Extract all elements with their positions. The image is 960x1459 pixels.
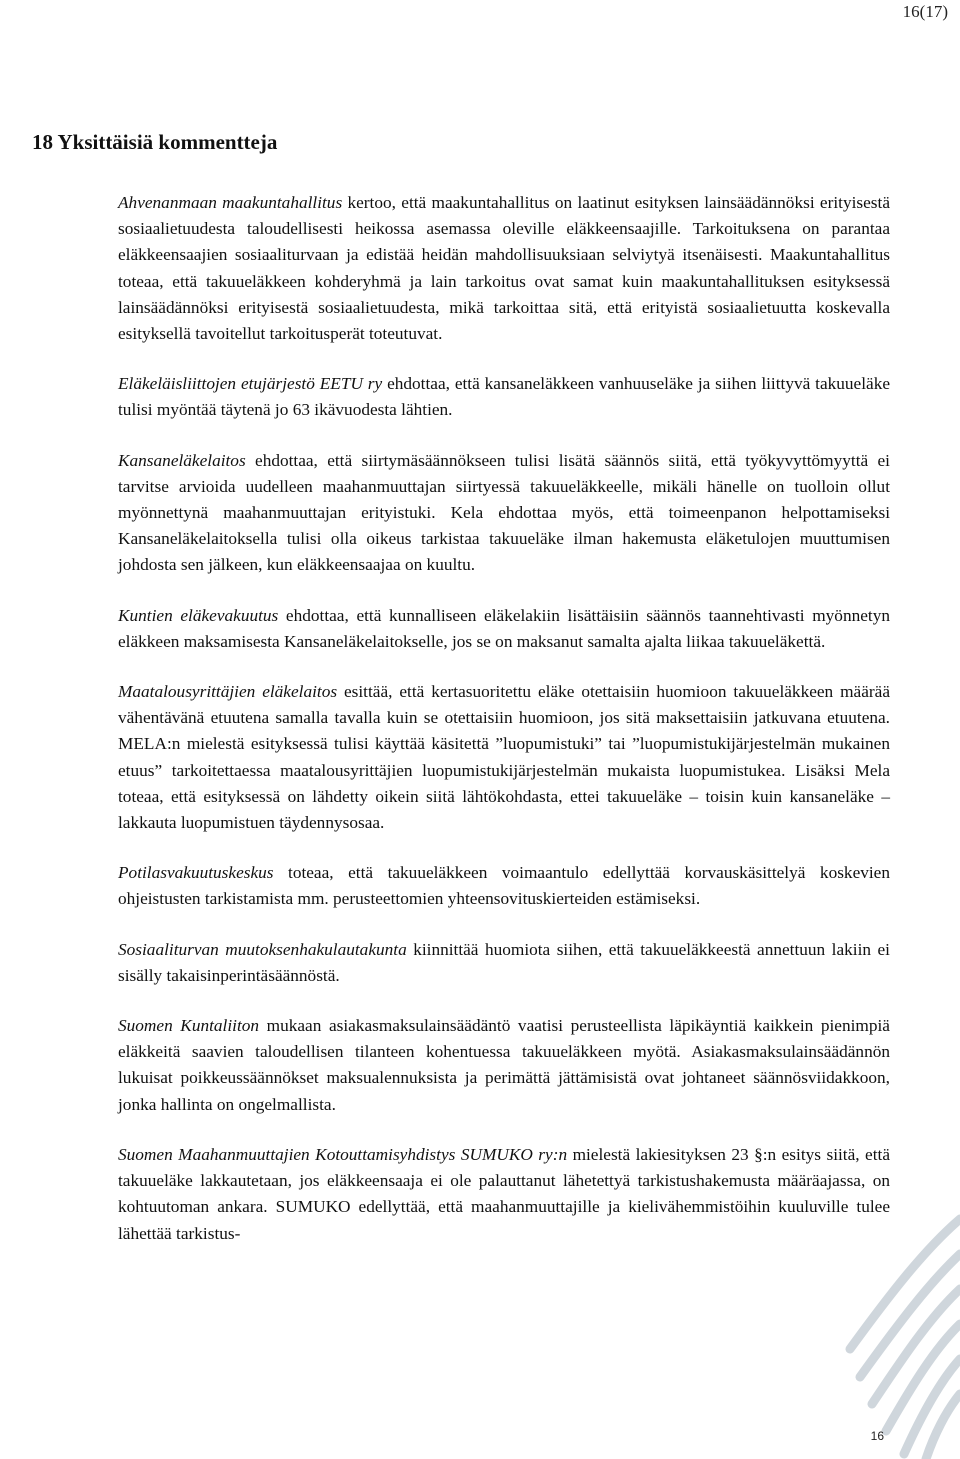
organization-name: Suomen Maahanmuuttajien Kotouttamisyhdistys SUMUKO ry:n [118,1144,568,1164]
organization-name: Kansaneläkelaitos [118,450,246,470]
paragraph-mela [118,679,890,836]
document-body [118,190,890,1271]
paragraph-text: toteaa, että takuueläkkeen voimaantulo edellyttää korvauskäsittelyä koskevien ohjeistusten tarkistamista mm. perusteettomien yhteensovituskierteiden estämiseksi. [118,863,890,909]
paragraph-kela [118,448,890,579]
organization-name: Maatalousyrittäjien eläkelaitos [118,682,338,702]
section-heading: 18 Yksittäisiä kommentteja [32,130,278,154]
paragraph-text: ehdottaa, että kansaneläkkeen vanhuuseläke ja siihen liittyvä takuueläke tulisi myöntää täytenä jo 63 ikävuodesta lähtien. [118,374,891,420]
paragraph-eetu [118,371,890,423]
paragraph-text: ehdottaa, että kunnalliseen eläkelakiin lisättäisiin säännös taannehtivasti myönnetyn eläkkeen maksamisesta Kansaneläkelaitokselle, jos se on maksanut samalta ajalta liikaa takuueläkettä. [118,605,890,651]
paragraph-text: mielestä lakiesityksen 23 §:n esitys siitä, että takuueläke lakkautetaan, jos eläkkeensaaja ei ole palauttanut lähetettyä tarkistushakemusta määräajassa, on kohtuutoman ankara. SUMUKO edellyttää, että maahanmuuttajille ja kielivähemmistöihin kuuluville tulee lähettää tarkistus- [118,1144,891,1243]
paragraph-potilasvakuutuskeskus [118,860,890,912]
organization-name: Ahvenanmaan maakuntahallitus [118,193,343,212]
paragraph-keva [118,603,890,655]
paragraph-ahvenanmaa [118,190,890,347]
page-number: 16(17) [902,2,948,21]
paragraph-muutoksenhakulautakunta [118,937,890,989]
paragraph-text: kertoo, että maakuntahallitus on laatinut esityksen lainsäädännöksi erityisestä sosiaalietuudesta taloudellisesti heikossa asemassa oleville eläkkeensaajille. Tarkoituksena on parantaa eläkkeensaajien sosiaaliturvaan ja edistää heidän mahdollisuuksiaan selviytyä itsenäisesti. Maakuntahallitus toteaa, että takuueläkkeen kohderyhmä ja lain tarkoitus ovat samat kuin maakuntahallituksen esityksessä lainsäädännöksi erityisestä sosiaalietuudesta, mikä tarkoittaa sitä, että erityistä sosiaalietuutta koskevalla esityksellä tavoitellut tarkoitusperät toteutuvat. [118,193,890,344]
paragraph-text: kiinnittää huomiota siihen, että takuueläkkeestä annettuun lakiin ei sisälly takaisinperintäsäännöstä. [118,939,890,985]
organization-name: Eläkeläisliittojen etujärjestö EETU ry [118,374,383,394]
paragraph-text: ehdottaa, että siirtymäsäännökseen tulisi lisätä säännös siitä, että työkyvyttömyyttä ei tarvitse arvioida uudelleen maahanmuuttajan siirtyessä takuueläkkeelle, mikäli hänelle on tuolloin ollut myönnettynä maahanmuuttajan erityistuki. Kela ehdottaa myös, että toimeenpanon helpottamiseksi Kansaneläkelaitoksella tulisi olla oikeus tarkistaa takuueläke ilman hakemusta eläketulojen muuttumisen johdosta sen jälkeen, kun eläkkeensaajaa on kuultu. [118,450,890,575]
organization-name: Kuntien eläkevakuutus [118,605,279,625]
footer-page-number: 16 [870,1429,884,1443]
organization-name: Suomen Kuntaliiton [118,1016,260,1036]
paragraph-kuntaliitto [118,1013,890,1118]
paragraph-text: mukaan asiakasmaksulainsäädäntö vaatisi perusteellista läpikäyntiä kaikkein pienimpiä eläkkeitä saavien taloudellisen tilanteen kohentuessa takuueläkkeen myötä. Asiakasmaksulainsäädännön lukuisat poikkeussäännökset maksualennuksista ja perimättä jättämisistä ovat johtaneet säännösviidakkoon, jonka hallinta on ongelmallista. [118,1016,890,1114]
organization-name: Sosiaaliturvan muutoksenhakulautakunta [118,939,407,959]
wave-stripes-logo-icon [830,1199,960,1459]
watermark-stripe [850,1219,960,1349]
organization-name: Potilasvakuutuskeskus [118,863,274,883]
paragraph-text: esittää, että kertasuoritettu eläke otettaisiin huomioon takuueläkkeen määrää vähentävänä etuutena samalla tavalla kuin se otettaisiin huomioon, jos sitä maksettaisiin jatkuvana etuutena. MELA:n mielestä esityksessä tulisi käyttää käsitettä ”luopumistuki” tai ”luopumistukijärjestelmän mukainen etuus” tarkoitettaessa maatalousyrittäjien luopumistukijärjestelmän mukaista luopumistukea. Lisäksi Mela toteaa, että esityksessä on lähdetty oikein siitä lähtökohdasta, ettei takuueläke – toisin kuin kansaneläke – lakkauta luopumistuen täydennysosaa. [118,682,890,833]
paragraph-sumuko [118,1142,890,1247]
